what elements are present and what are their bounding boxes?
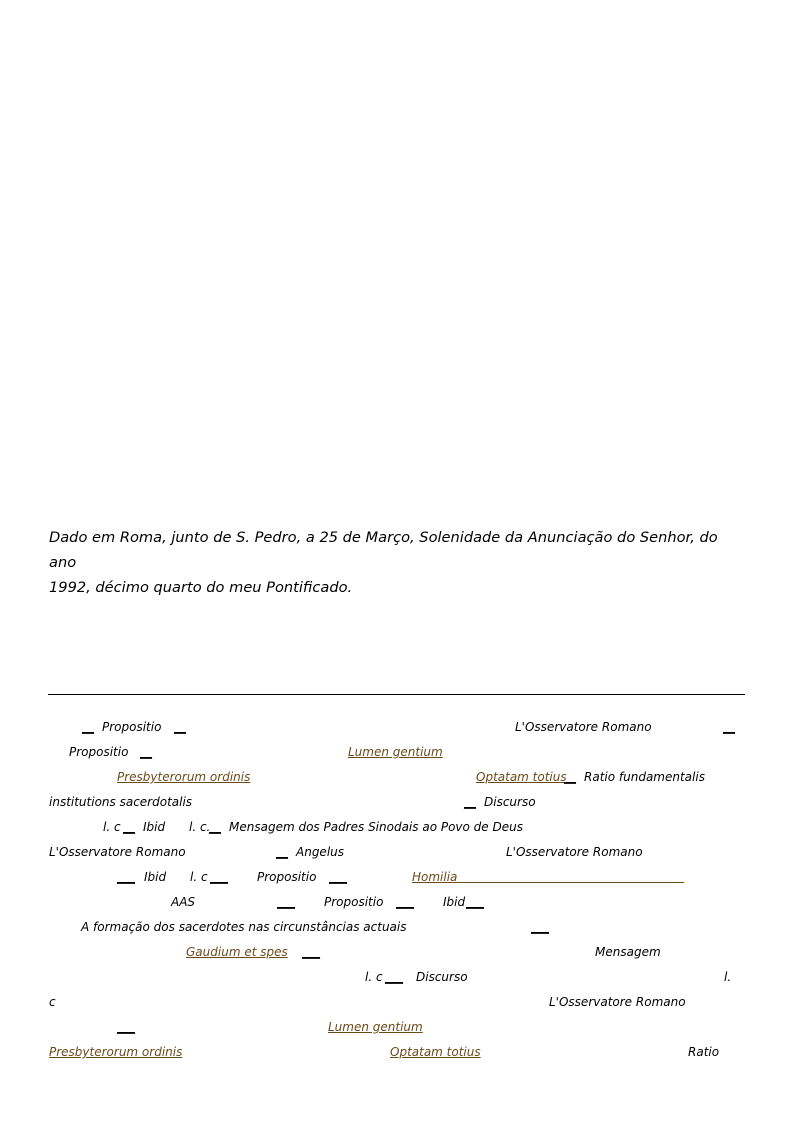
footnote-line-11 (0, 965, 793, 990)
c-text: c (49, 995, 56, 1009)
l-text: l. (724, 970, 732, 984)
lc-text: l. c (103, 820, 121, 834)
ratio-text: Ratio (688, 1045, 720, 1059)
footnote-blank: __ (82, 720, 94, 734)
propositio-text: Propositio (69, 745, 129, 759)
footnote-blank: __ (209, 820, 221, 834)
discurso-text: Discurso (416, 970, 468, 984)
footnote-blank: ___ (302, 945, 320, 959)
footnote-blank: __ (723, 720, 735, 734)
propositio-text: Propositio (324, 895, 384, 909)
mensagem-padres-text: Mensagem dos Padres Sinodais ao Povo de Deus (229, 820, 523, 834)
lc-text: l. c. (189, 820, 211, 834)
optatam-totius-link[interactable]: Optatam totius (390, 1045, 481, 1059)
footnote-line-7 (0, 865, 793, 890)
ratio-fundamentalis-text: Ratio fundamentalis (584, 770, 705, 784)
footnote-blank: ___ (117, 1020, 135, 1034)
footnote-blank: __ (464, 795, 476, 809)
formacao-sacerdotes-text: A formação dos sacerdotes nas circunstâncias actuais (81, 920, 407, 934)
footnote-line-14 (0, 1040, 793, 1065)
discurso-text: Discurso (484, 795, 536, 809)
footnote-line-8 (0, 890, 793, 915)
ibid-text: Ibid (443, 895, 466, 909)
footnote-blank: ___ (531, 920, 549, 934)
footnote-blank: __ (123, 820, 135, 834)
signature-line-2: 1992, décimo quarto do meu Pontificado. (49, 579, 353, 596)
footnote-blank: ___ (396, 895, 414, 909)
lc-text: l. c (365, 970, 383, 984)
footnote-blank: ___ (329, 870, 347, 884)
presbyterorum-ordinis-link[interactable]: Presbyterorum ordinis (49, 1045, 183, 1059)
ibid-text: Ibid (144, 870, 167, 884)
footnote-blank: ___ (210, 870, 228, 884)
footnote-blank: ___ (466, 895, 484, 909)
footnote-line-10 (0, 940, 793, 965)
osservatore-romano-text: L'Osservatore Romano (49, 845, 186, 859)
institutions-sacerdotalis-text: institutions sacerdotalis (49, 795, 193, 809)
footnote-line-4 (0, 790, 793, 815)
footnote-blank: __ (174, 720, 186, 734)
lumen-gentium-link[interactable]: Lumen gentium (348, 745, 443, 759)
footnote-blank: ___ (385, 970, 403, 984)
footnote-line-6 (0, 840, 793, 865)
signature-line-1: Dado em Roma, junto de S. Pedro, a 25 de Março, Solenidade da Anunciação do Senhor, do ano (49, 529, 718, 571)
ibid-text: Ibid (143, 820, 166, 834)
lc-text: l. c (190, 870, 208, 884)
footnote-separator (48, 694, 745, 695)
footnote-line-2 (0, 740, 793, 765)
homilia-underline-tail (455, 865, 703, 890)
footnote-line-1 (0, 715, 793, 740)
footnote-blank: ___ (117, 870, 135, 884)
presbyterorum-ordinis-link[interactable]: Presbyterorum ordinis (117, 770, 251, 784)
footnote-blank: __ (276, 845, 288, 859)
mensagem-text: Mensagem (595, 945, 661, 959)
footnote-blank: __ (564, 770, 576, 784)
osservatore-romano-text: L'Osservatore Romano (515, 720, 652, 734)
homilia-link[interactable]: Homilia (412, 870, 458, 884)
footnote-line-3 (0, 765, 793, 790)
lumen-gentium-link[interactable]: Lumen gentium (328, 1020, 423, 1034)
footnote-blank: ___ (277, 895, 295, 909)
footnote-line-13 (0, 1015, 793, 1040)
footnote-line-5 (0, 815, 793, 840)
signature-paragraph (49, 525, 749, 600)
optatam-totius-link[interactable]: Optatam totius (476, 770, 567, 784)
angelus-text: Angelus (296, 845, 345, 859)
footnote-line-12 (0, 990, 793, 1015)
propositio-text: Propositio (257, 870, 317, 884)
footnote-blank: __ (140, 745, 152, 759)
propositio-text: Propositio (102, 720, 162, 734)
osservatore-romano-text: L'Osservatore Romano (506, 845, 643, 859)
gaudium-et-spes-link[interactable]: Gaudium et spes (186, 945, 288, 959)
osservatore-romano-text: L'Osservatore Romano (549, 995, 686, 1009)
aas-text: AAS (171, 895, 196, 909)
footnote-line-9 (0, 915, 793, 940)
